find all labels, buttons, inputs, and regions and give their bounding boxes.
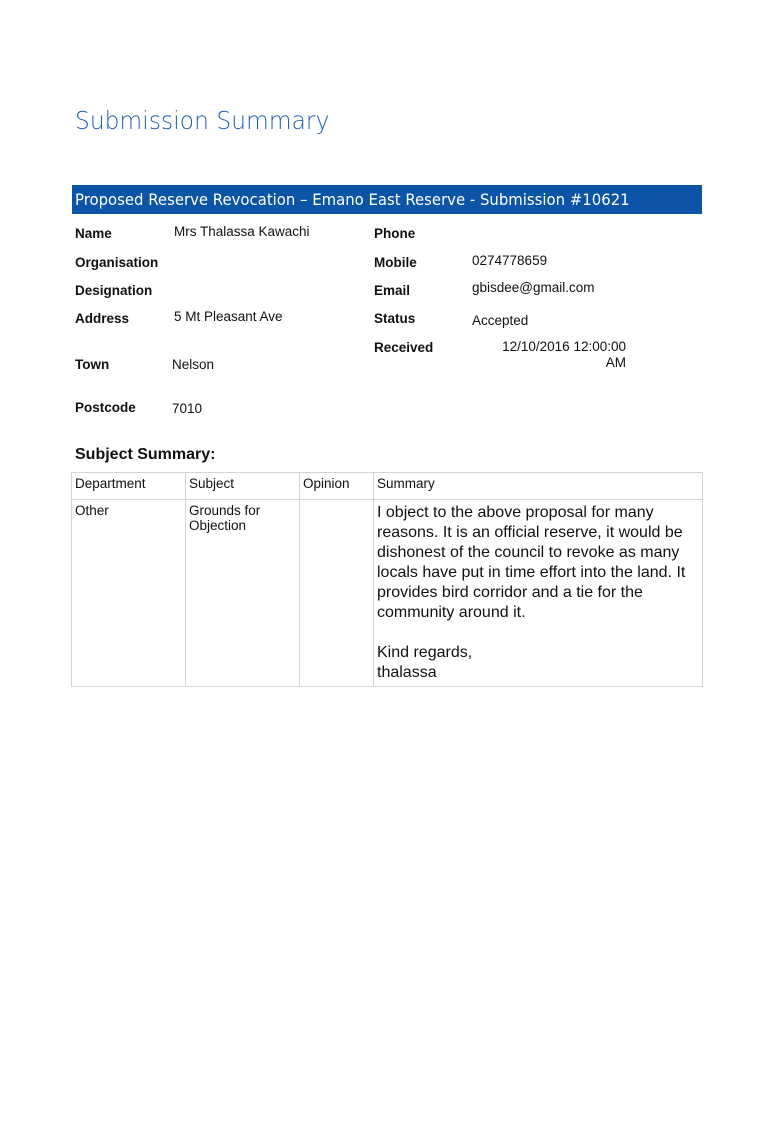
summary-signature-name: thalassa xyxy=(377,664,437,681)
name-label: Name xyxy=(75,226,112,241)
email-value: gbisdee@gmail.com xyxy=(472,280,595,295)
subject-summary-title: Subject Summary: xyxy=(75,446,216,463)
designation-label: Designation xyxy=(75,283,153,298)
summary-signoff xyxy=(377,643,699,683)
column-header-opinion: Opinion xyxy=(300,473,374,500)
received-value xyxy=(466,339,626,371)
address-value: 5 Mt Pleasant Ave xyxy=(174,309,283,324)
submission-banner xyxy=(72,185,702,214)
cell-subject-line1: Grounds for xyxy=(189,503,261,518)
summary-paragraph: I object to the above proposal for many reasons. It is an official reserve, it would be dishonest of the council to revoke as many locals have put in time effort into the land. It provides bird corridor and a tie for the community around it. xyxy=(377,504,686,621)
received-value-date: 12/10/2016 12:00:00 xyxy=(502,339,626,354)
mobile-label: Mobile xyxy=(374,255,417,270)
cell-department: Other xyxy=(72,500,186,687)
organisation-label: Organisation xyxy=(75,255,159,270)
status-value: Accepted xyxy=(472,313,529,328)
page-title: Submission Summary xyxy=(75,106,330,135)
column-header-summary: Summary xyxy=(374,473,703,500)
cell-summary xyxy=(374,500,703,687)
address-label: Address xyxy=(75,311,130,326)
phone-label: Phone xyxy=(374,226,416,241)
table-header-row xyxy=(72,473,703,500)
summary-closing: Kind regards, xyxy=(377,644,473,661)
postcode-label: Postcode xyxy=(75,400,136,415)
subject-summary-table xyxy=(71,472,703,687)
table-row xyxy=(72,500,703,687)
status-label: Status xyxy=(374,311,416,326)
column-header-department: Department xyxy=(72,473,186,500)
received-label: Received xyxy=(374,340,434,355)
received-value-ampm: AM xyxy=(605,355,626,370)
email-label: Email xyxy=(374,283,411,298)
submission-banner-text: Proposed Reserve Revocation – Emano East Reserve - Submission #10621 xyxy=(75,190,630,209)
cell-opinion xyxy=(300,500,374,687)
column-header-subject: Subject xyxy=(186,473,300,500)
cell-subject-line2: Objection xyxy=(189,518,247,533)
postcode-value: 7010 xyxy=(172,401,203,416)
cell-subject xyxy=(186,500,300,687)
mobile-value: 0274778659 xyxy=(472,253,548,268)
town-value: Nelson xyxy=(172,357,215,372)
town-label: Town xyxy=(75,357,110,372)
name-value: Mrs Thalassa Kawachi xyxy=(174,224,310,239)
